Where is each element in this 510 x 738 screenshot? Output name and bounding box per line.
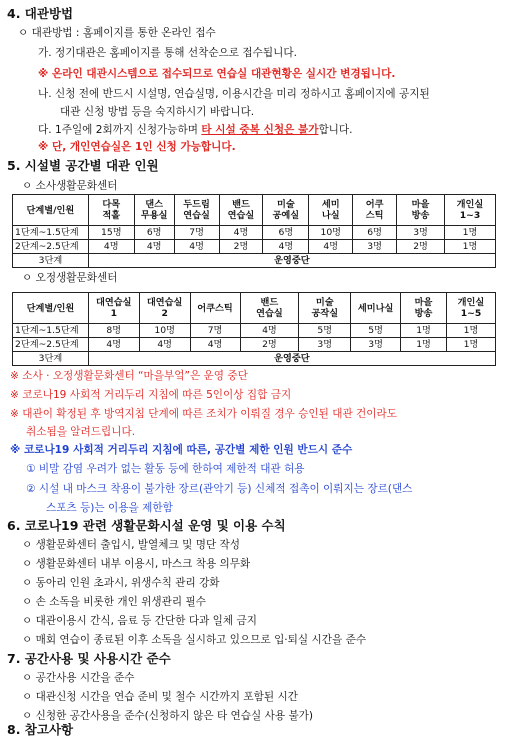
stage3-label: 3단계 [13,352,89,366]
note-limit-1: ① 비말 감염 우려가 없는 활동 등에 한하여 제한적 대관 허용 [26,463,305,475]
column-header: 어쿠 스틱 [353,195,397,226]
table-row [13,226,496,240]
capacity-cell: 1명 [401,324,447,338]
capacity-cell: 4명 [139,338,190,352]
column-header: 세미나실 [351,293,401,324]
column-header: 세미 나실 [309,195,353,226]
capacity-cell: 15명 [88,226,134,240]
column-header: 마을 방송 [397,195,445,226]
column-header: 대연습실 1 [88,293,139,324]
capacity-cell: 1명 [445,226,496,240]
column-header: 단계별/인원 [13,195,89,226]
capacity-cell: 5명 [351,324,401,338]
capacity-cell: 6명 [134,226,174,240]
s4-na-line-1: 나. 신청 전에 반드시 시설명, 연습실명, 이용시간을 미리 정하시고 홈페이지에 공지된 [38,88,430,100]
s4-da-pre: 다. 1주일에 2회까지 신청가능하며 [38,124,202,136]
section-8-title: 8. 참고사항 [7,722,74,737]
note-limit: ※ 코로나19 사회적 거리두리 지침에 따른, 공간별 제한 인원 반드시 준수 [10,444,353,456]
rule-item: ㅇ 손 소독을 비롯한 개인 위생관리 필수 [22,596,206,608]
capacity-cell: 7명 [174,226,219,240]
note-kitchen: ※ 소사 · 오정생활문화센터 “마을부엌”은 운영 중단 [10,370,248,382]
s4-item-1: ㅇ 대관방법 : 홈페이지를 통한 온라인 접수 [18,27,216,39]
column-header: 미술 공예실 [263,195,309,226]
note-cancel-1: ※ 대관이 확정된 후 방역지침 단계에 따른 조치가 이뤄질 경우 승인된 대관 건이라도 [10,408,397,420]
column-header: 개인실 1~3 [445,195,496,226]
note-gathering: ※ 코로나19 사회적 거리두리 지침에 따른 5인이상 집합 금지 [10,389,292,401]
rule-item: ㅇ 대관이용시 간식, 음료 등 간단한 다과 일체 금지 [22,615,257,627]
capacity-cell: 2명 [219,240,263,254]
capacity-cell: 4명 [219,226,263,240]
stage-label: 1단계~1.5단계 [13,324,89,338]
s4-warning-2: ※ 단, 개인연습실은 1인 신청 가능합니다. [38,141,236,153]
capacity-cell: 5명 [299,324,351,338]
capacity-cell: 4명 [240,324,299,338]
stage3-label: 3단계 [13,254,89,268]
table-row [13,324,496,338]
rule-item: ㅇ 매회 연습이 종료된 이후 소독을 실시하고 있으므로 입·퇴실 시간을 준수 [22,634,367,646]
note-cancel-2: 취소됨을 알려드립니다. [26,426,136,438]
section-7-title: 7. 공간사용 및 사용시간 준수 [7,651,171,666]
table-row-stage3 [13,352,496,366]
capacity-cell: 1명 [445,240,496,254]
table-header-row [13,195,496,226]
soosa-capacity-table [12,194,496,268]
capacity-cell: 6명 [353,226,397,240]
closed-label: 운영중단 [88,352,495,366]
s4-da-red: 타 시설 중복 신청은 불가 [201,124,319,136]
stage-label: 2단계~2.5단계 [13,240,89,254]
capacity-cell: 1명 [447,324,496,338]
column-header: 다목 적홀 [88,195,134,226]
capacity-cell: 3명 [397,226,445,240]
stage-label: 1단계~1.5단계 [13,226,89,240]
capacity-cell: 3명 [299,338,351,352]
s4-ga: 가. 정기대관은 홈페이지를 통해 선착순으로 접수됩니다. [38,47,297,59]
table-header-row [13,293,496,324]
s4-warning-1: ※ 온라인 대관시스템으로 접수되므로 연습실 대관현황은 실시간 변경됩니다. [38,68,396,80]
column-header: 개인실 1~5 [447,293,496,324]
table-row-stage3 [13,254,496,268]
rule-item: ㅇ 생활문화센터 내부 이용시, 마스크 착용 의무화 [22,558,251,570]
time-item: ㅇ 신청한 공간사용을 준수(신청하지 않은 타 연습실 사용 불가) [22,710,314,722]
section-6-title: 6. 코로나19 관련 생활문화시설 운영 및 이용 수칙 [7,518,286,533]
table-row [13,240,496,254]
capacity-cell: 4명 [190,338,240,352]
rule-item: ㅇ 생활문화센터 출입시, 발열체크 및 명단 작성 [22,539,241,551]
capacity-cell: 1명 [447,338,496,352]
column-header: 단계별/인원 [13,293,89,324]
stage-label: 2단계~2.5단계 [13,338,89,352]
s4-na-line-2: 대관 신청 방법 등을 숙지하시기 바랍니다. [60,106,255,118]
time-item: ㅇ 대관신청 시간을 연습 준비 및 철수 시간까지 포함된 시간 [22,691,298,703]
column-header: 어쿠스틱 [190,293,240,324]
s4-da [38,122,353,137]
capacity-cell: 3명 [351,338,401,352]
section-4-title: 4. 대관방법 [7,6,74,21]
capacity-cell: 4명 [88,338,139,352]
note-limit-2b: 스포츠 등)는 이용을 제한함 [46,502,173,514]
s4-da-post: 합니다. [318,124,353,136]
capacity-cell: 2명 [397,240,445,254]
section-5-title: 5. 시설별 공간별 대관 인원 [7,158,159,173]
column-header: 마을 방송 [401,293,447,324]
closed-label: 운영중단 [88,254,495,268]
capacity-cell: 4명 [309,240,353,254]
capacity-cell: 8명 [88,324,139,338]
column-header: 미술 공작실 [299,293,351,324]
center-soosa: ㅇ 소사생활문화센터 [22,180,118,192]
capacity-cell: 3명 [353,240,397,254]
capacity-cell: 4명 [263,240,309,254]
capacity-cell: 10명 [139,324,190,338]
rule-item: ㅇ 동아리 인원 초과시, 위생수칙 관리 강화 [22,577,220,589]
capacity-cell: 10명 [309,226,353,240]
column-header: 밴드 연습실 [219,195,263,226]
column-header: 댄스 무용실 [134,195,174,226]
capacity-cell: 4명 [88,240,134,254]
center-ojeong: ㅇ 오정생활문화센터 [22,272,118,284]
ojeong-capacity-table [12,292,496,366]
column-header: 밴드 연습실 [240,293,299,324]
column-header: 대연습실 2 [139,293,190,324]
capacity-cell: 1명 [401,338,447,352]
column-header: 두드림 연습실 [174,195,219,226]
capacity-cell: 4명 [174,240,219,254]
table-row [13,338,496,352]
time-item: ㅇ 공간사용 시간을 준수 [22,672,135,684]
capacity-cell: 7명 [190,324,240,338]
capacity-cell: 2명 [240,338,299,352]
capacity-cell: 6명 [263,226,309,240]
capacity-cell: 4명 [134,240,174,254]
note-limit-2a: ② 시설 내 마스크 착용이 불가한 장르(관악기 등) 신체적 접촉이 이뤄지는 장르(댄스 [26,483,413,495]
